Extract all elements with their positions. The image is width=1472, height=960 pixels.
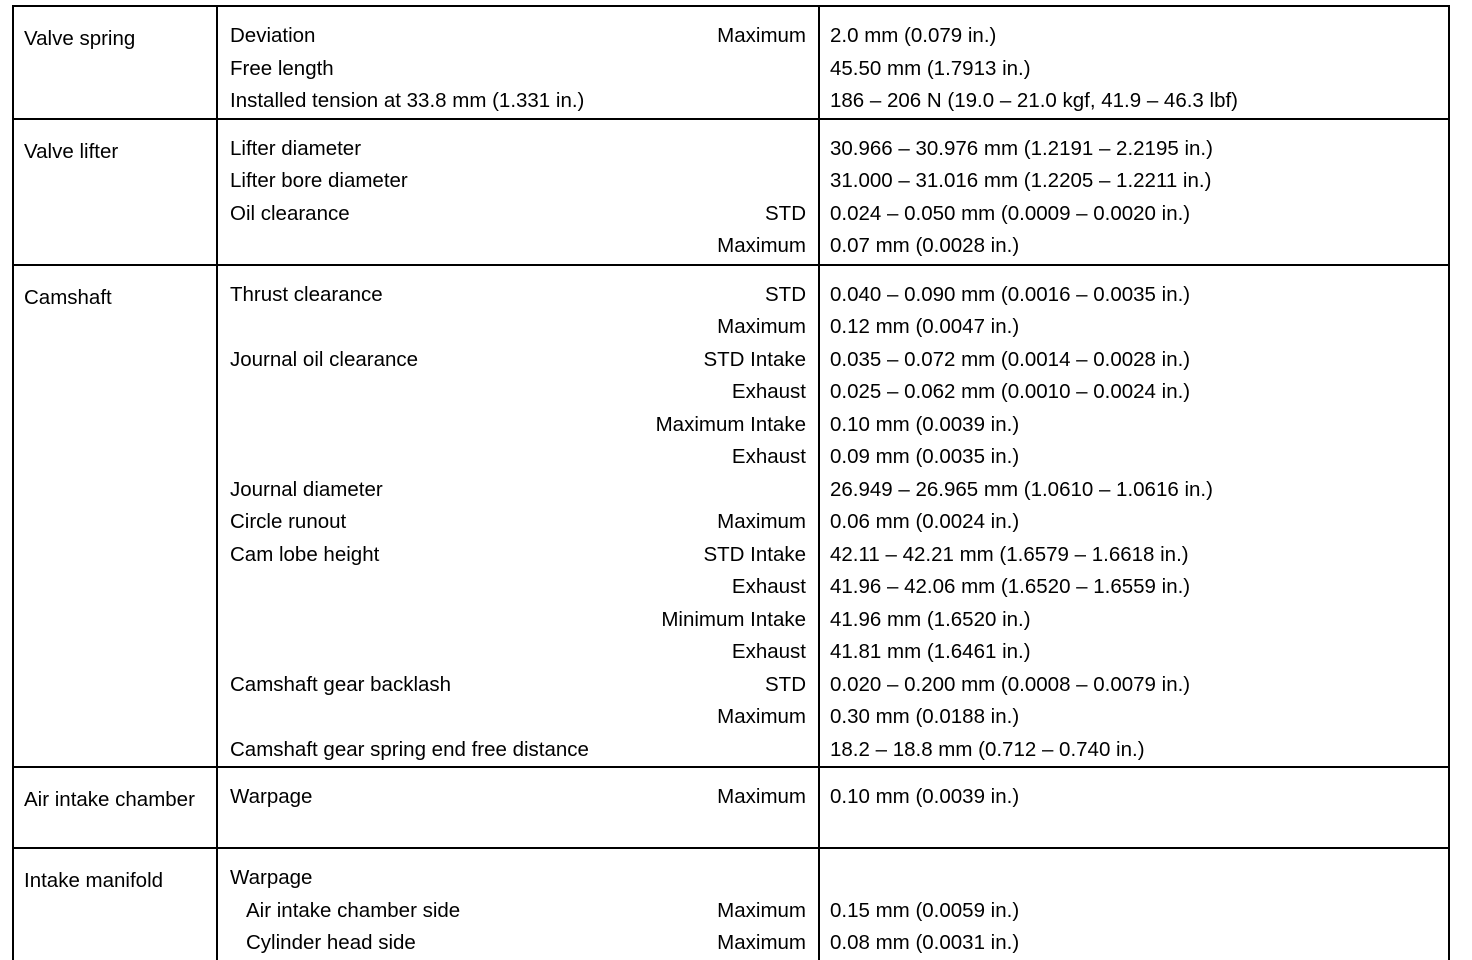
parameter-line	[218, 669, 818, 702]
spec-table	[12, 5, 1450, 960]
value-line	[820, 409, 1448, 442]
section-name: Camshaft	[13, 265, 217, 768]
value-line	[820, 441, 1448, 474]
section-name: Intake manifold	[13, 848, 217, 960]
parameter-value: 31.000 – 31.016 mm (1.2205 – 1.2211 in.)	[830, 169, 1212, 192]
parameter-line	[218, 311, 818, 344]
parameter-qualifier: STD	[765, 282, 806, 306]
parameter-label: Deviation	[230, 24, 316, 47]
parameter-line	[218, 198, 818, 231]
parameter-qualifier: Maximum Intake	[655, 412, 806, 436]
parameter-value: 0.09 mm (0.0035 in.)	[830, 445, 1020, 468]
value-cell	[819, 265, 1449, 768]
parameter-line	[218, 133, 818, 166]
parameter-line	[218, 571, 818, 604]
value-line	[820, 20, 1448, 53]
value-line	[820, 862, 1448, 895]
parameter-line	[218, 85, 818, 118]
parameter-qualifier: Maximum	[717, 315, 806, 338]
parameter-cell	[217, 119, 819, 265]
section-row	[13, 848, 1449, 960]
parameter-qualifier: STD Intake	[703, 347, 806, 371]
parameter-line	[218, 279, 818, 312]
parameter-value: 0.024 – 0.050 mm (0.0009 – 0.0020 in.)	[830, 201, 1191, 225]
parameter-line	[218, 474, 818, 507]
parameter-qualifier: Exhaust	[731, 445, 806, 468]
parameter-value: 0.020 – 0.200 mm (0.0008 – 0.0079 in.)	[830, 672, 1191, 696]
parameter-label: Warpage	[230, 785, 313, 808]
parameter-value: 45.50 mm (1.7913 in.)	[830, 56, 1031, 80]
parameter-line	[218, 862, 818, 895]
parameter-qualifier: Exhaust	[731, 380, 806, 403]
parameter-value: 41.96 – 42.06 mm (1.6520 – 1.6559 in.)	[830, 575, 1191, 598]
parameter-cell	[217, 6, 819, 119]
parameter-line	[218, 539, 818, 572]
parameter-line	[218, 604, 818, 637]
value-line	[820, 927, 1448, 960]
parameter-value: 42.11 – 42.21 mm (1.6579 – 1.6618 in.)	[830, 542, 1189, 566]
parameter-value: 0.10 mm (0.0039 in.)	[830, 785, 1020, 808]
parameter-line	[218, 376, 818, 409]
parameter-value: 0.035 – 0.072 mm (0.0014 – 0.0028 in.)	[830, 347, 1191, 371]
section-name: Valve spring	[13, 6, 217, 119]
parameter-value: 0.025 – 0.062 mm (0.0010 – 0.0024 in.)	[830, 380, 1191, 403]
parameter-value: 41.81 mm (1.6461 in.)	[830, 640, 1031, 663]
parameter-qualifier: Maximum	[717, 510, 806, 533]
value-line	[820, 571, 1448, 604]
parameter-label: Lifter bore diameter	[230, 169, 408, 192]
parameter-value: 41.96 mm (1.6520 in.)	[830, 607, 1031, 631]
value-line	[820, 701, 1448, 734]
parameter-qualifier: Maximum	[717, 931, 806, 954]
parameter-line	[218, 781, 818, 814]
parameter-line	[218, 895, 818, 928]
parameter-label: Free length	[230, 56, 334, 80]
section-row	[13, 265, 1449, 768]
parameter-qualifier: STD Intake	[703, 542, 806, 566]
parameter-cell	[217, 848, 819, 960]
parameter-line	[218, 441, 818, 474]
value-cell	[819, 767, 1449, 848]
parameter-label: Air intake chamber side	[246, 898, 461, 922]
parameter-line	[218, 165, 818, 198]
parameter-value: 0.15 mm (0.0059 in.)	[830, 898, 1020, 922]
value-line	[820, 734, 1448, 767]
parameter-label: Oil clearance	[230, 201, 350, 225]
value-line	[820, 53, 1448, 86]
value-line	[820, 279, 1448, 312]
section-row	[13, 6, 1449, 119]
parameter-value: 0.07 mm (0.0028 in.)	[830, 234, 1020, 257]
parameter-qualifier: STD	[765, 672, 806, 696]
parameter-line	[218, 230, 818, 263]
parameter-value: 0.08 mm (0.0031 in.)	[830, 931, 1020, 954]
section-row	[13, 767, 1449, 848]
value-line	[820, 165, 1448, 198]
parameter-value: 2.0 mm (0.079 in.)	[830, 24, 997, 47]
parameter-line	[218, 701, 818, 734]
parameter-qualifier: Exhaust	[731, 640, 806, 663]
value-line	[820, 506, 1448, 539]
parameter-label: Journal oil clearance	[230, 347, 419, 371]
parameter-value: 186 – 206 N (19.0 – 21.0 kgf, 41.9 – 46.3 lbf)	[830, 89, 1239, 112]
parameter-value: 0.30 mm (0.0188 in.)	[830, 705, 1020, 728]
parameter-label: Journal diameter	[230, 477, 383, 501]
parameter-line	[218, 20, 818, 53]
parameter-qualifier: Minimum Intake	[661, 607, 806, 631]
value-line	[820, 311, 1448, 344]
parameter-value: 0.040 – 0.090 mm (0.0016 – 0.0035 in.)	[830, 282, 1191, 306]
value-line	[820, 230, 1448, 263]
value-line	[820, 474, 1448, 507]
value-line	[820, 781, 1448, 814]
parameter-line	[218, 53, 818, 86]
parameter-value: 18.2 – 18.8 mm (0.712 – 0.740 in.)	[830, 737, 1145, 761]
parameter-label: Circle runout	[230, 510, 347, 533]
value-line	[820, 376, 1448, 409]
parameter-label: Camshaft gear backlash	[230, 672, 452, 696]
value-cell	[819, 6, 1449, 119]
parameter-qualifier: Exhaust	[731, 575, 806, 598]
parameter-label: Camshaft gear spring end free distance	[230, 737, 589, 761]
value-line	[820, 636, 1448, 669]
section-name: Valve lifter	[13, 119, 217, 265]
parameter-label: Installed tension at 33.8 mm (1.331 in.)	[230, 89, 585, 112]
parameter-qualifier: Maximum	[717, 785, 806, 808]
value-line	[820, 895, 1448, 928]
value-line	[820, 669, 1448, 702]
parameter-label: Lifter diameter	[230, 136, 362, 160]
value-line	[820, 344, 1448, 377]
parameter-line	[218, 506, 818, 539]
parameter-value: 26.949 – 26.965 mm (1.0610 – 1.0616 in.)	[830, 477, 1213, 501]
parameter-line	[218, 409, 818, 442]
parameter-value: 0.06 mm (0.0024 in.)	[830, 510, 1020, 533]
parameter-qualifier: STD	[765, 201, 806, 225]
parameter-label: Warpage	[230, 866, 313, 889]
parameter-cell	[217, 265, 819, 768]
section-name: Air intake chamber	[13, 767, 217, 848]
parameter-line	[218, 927, 818, 960]
value-line	[820, 133, 1448, 166]
parameter-qualifier: Maximum	[717, 898, 806, 922]
parameter-qualifier: Maximum	[717, 24, 806, 47]
parameter-line	[218, 734, 818, 767]
value-line	[820, 198, 1448, 231]
parameter-label: Cam lobe height	[230, 542, 380, 566]
parameter-qualifier: Maximum	[717, 705, 806, 728]
spec-body	[13, 6, 1449, 960]
parameter-value: 30.966 – 30.976 mm (1.2191 – 2.2195 in.)	[830, 136, 1213, 160]
value-line	[820, 604, 1448, 637]
parameter-line	[218, 344, 818, 377]
value-line	[820, 85, 1448, 118]
parameter-value: 0.10 mm (0.0039 in.)	[830, 412, 1020, 436]
parameter-value: 0.12 mm (0.0047 in.)	[830, 315, 1020, 338]
value-line	[820, 539, 1448, 572]
parameter-cell	[217, 767, 819, 848]
section-row	[13, 119, 1449, 265]
value-cell	[819, 119, 1449, 265]
value-cell	[819, 848, 1449, 960]
parameter-line	[218, 636, 818, 669]
parameter-label: Thrust clearance	[230, 282, 383, 306]
parameter-qualifier: Maximum	[717, 234, 806, 257]
parameter-label: Cylinder head side	[246, 931, 416, 954]
